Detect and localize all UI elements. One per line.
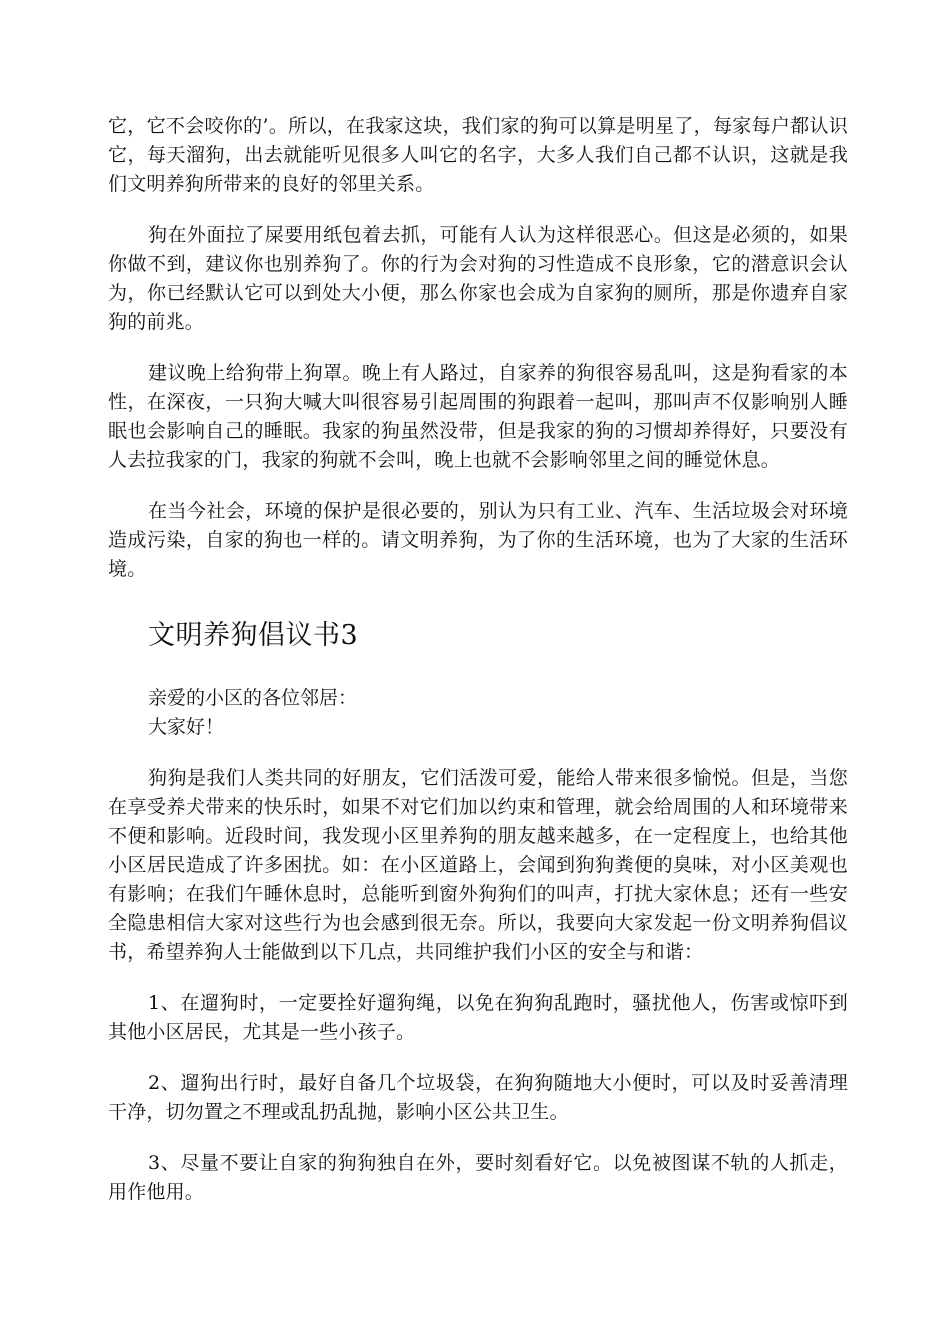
- list-item-leash: 1、在遛狗时，一定要拴好遛狗绳，以免在狗狗乱跑时，骚扰他人，伤害或惊吓到其他小区居民，尤其是一些小孩子。: [108, 992, 848, 1043]
- paragraph-neighbor-relations: 它，它不会咬你的’。所以，在我家这块，我们家的狗可以算是明星了，每家每户都认识它，每天溜狗，出去就能听见很多人叫它的名字，大多人我们自己都不认识，这就是我们文明养狗所带来的良好的邻里关系。: [108, 115, 848, 195]
- list-item-supervision: 3、尽量不要让自家的狗狗独自在外，要时刻看好它。以免被图谋不轨的人抓走，用作他用。: [108, 1152, 848, 1203]
- paragraph-proposal-intro: 狗狗是我们人类共同的好朋友，它们活泼可爱，能给人带来很多愉悦。但是，当您在享受养犬带来的快乐时，如果不对它们加以约束和管理，就会给周围的人和环境带来不便和影响。近段时间，我发现小区里养狗的朋友越来越多，在一定程度上，也给其他小区居民造成了许多困扰。如：在小区道路上，会闻到狗狗粪便的臭味，对小区美观也有影响；在我们午睡休息时，总能听到窗外狗狗们的叫声，打扰大家休息；还有一些安全隐患相信大家对这些行为也会感到很无奈。所以，我要向大家发起一份文明养狗倡议书，希望养狗人士能做到以下几点，共同维护我们小区的安全与和谐：: [108, 767, 848, 963]
- hello-line: 大家好！: [148, 716, 225, 738]
- list-item-waste-bags: 2、遛狗出行时，最好自备几个垃圾袋，在狗狗随地大小便时，可以及时妥善清理干净，切勿置之不理或乱扔乱抛，影响小区公共卫生。: [108, 1072, 848, 1123]
- section-heading: 文明养狗倡议书3: [148, 620, 359, 651]
- greeting-line: 亲爱的小区的各位邻居：: [148, 687, 358, 709]
- document-page: [108, 112, 848, 1207]
- paragraph-environment: 在当今社会，环境的保护是很必要的，别认为只有工业、汽车、生活垃圾会对环境造成污染，自家的狗也一样的。请文明养狗，为了你的生活环境，也为了大家的生活环境。: [108, 500, 848, 580]
- paragraph-dog-waste: 狗在外面拉了屎要用纸包着去抓，可能有人认为这样很恶心。但这是必须的，如果你做不到，建议你也别养狗了。你的行为会对狗的习性造成不良形象，它的潜意识会认为，你已经默认它可以到处大小便，那么你家也会成为自家狗的厕所，那是你遗弃自家狗的前兆。: [108, 224, 848, 333]
- paragraph-night-muzzle: 建议晚上给狗带上狗罩。晚上有人路过，自家养的狗很容易乱叫，这是狗看家的本性，在深夜，一只狗大喊大叫很容易引起周围的狗跟着一起叫，那叫声不仅影响别人睡眠也会影响自己的睡眠。我家的狗虽然没带，但是我家的狗的习惯却养得好，只要没有人去拉我家的门，我家的狗就不会叫，晚上也就不会影响邻里之间的睡觉休息。: [108, 362, 848, 471]
